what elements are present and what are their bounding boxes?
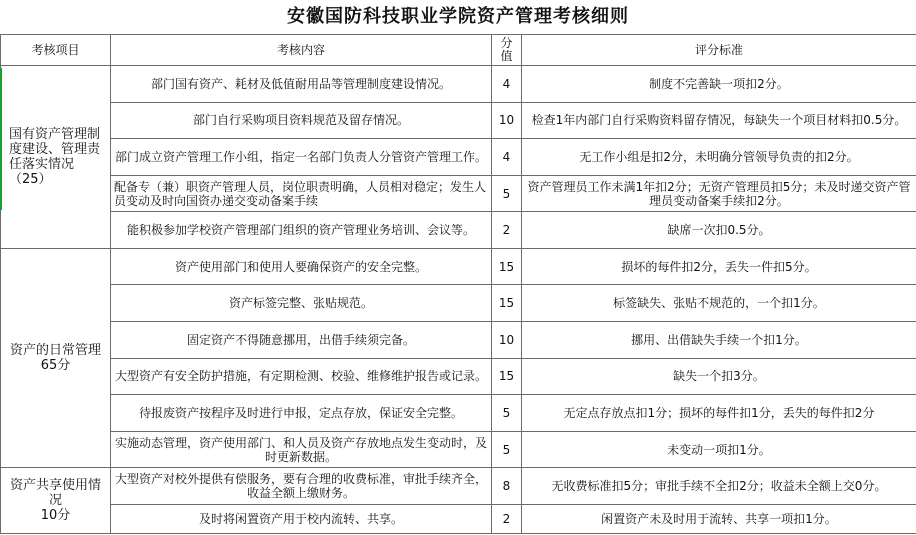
standard-cell: 检查1年内部门自行采购资料留存情况，每缺失一个项目材料扣0.5分。 (522, 102, 916, 139)
header-standard: 评分标准 (522, 35, 916, 66)
standard-cell: 挪用、出借缺失手续一个扣1分。 (522, 322, 916, 359)
standard-cell: 闲置资产未及时用于流转、共享一项扣1分。 (522, 504, 916, 533)
category-line1: 资产共享使用情况 (9, 478, 101, 509)
table-row (1, 175, 916, 212)
header-score-line1: 分 (500, 36, 513, 50)
content-cell: 大型资产有安全防护措施，有定期检测、校验、维修维护报告或记录。 (111, 358, 492, 395)
header-row (1, 35, 916, 66)
table-row (1, 322, 916, 359)
content-cell: 部门自行采购项目资料规范及留存情况。 (111, 102, 492, 139)
content-cell: 固定资产不得随意挪用，出借手续须完备。 (111, 322, 492, 359)
standard-cell: 损坏的每件扣2分，丢失一件扣5分。 (522, 248, 916, 285)
standard-cell: 未变动一项扣1分。 (522, 431, 916, 468)
table-row (1, 395, 916, 432)
score-cell: 15 (492, 285, 522, 322)
score-cell: 15 (492, 358, 522, 395)
score-cell: 5 (492, 431, 522, 468)
content-cell: 实施动态管理，资产使用部门、和人员及资产存放地点发生变动时，及时更新数据。 (111, 431, 492, 468)
score-cell: 2 (492, 212, 522, 249)
header-score (492, 35, 522, 66)
content-cell: 资产标签完整、张贴规范。 (111, 285, 492, 322)
standard-cell: 资产管理员工作未满1年扣2分；无资产管理员扣5分；未及时递交资产管理员变动备案手续扣2分。 (522, 175, 916, 212)
score-cell: 4 (492, 66, 522, 103)
table-row (1, 102, 916, 139)
category-line2: 10分 (40, 508, 71, 524)
standard-cell: 缺失一个扣3分。 (522, 358, 916, 395)
standard-cell: 无定点存放点扣1分；损坏的每件扣1分，丢失的每件扣2分 (522, 395, 916, 432)
standard-cell: 缺席一次扣0.5分。 (522, 212, 916, 249)
table-row (1, 285, 916, 322)
table-row (1, 139, 916, 176)
content-cell: 能积极参加学校资产管理部门组织的资产管理业务培训、会议等。 (111, 212, 492, 249)
table-row (1, 468, 916, 505)
score-cell: 8 (492, 468, 522, 505)
content-cell: 配备专（兼）职资产管理人员，岗位职责明确，人员相对稳定；发生人员变动及时向国资办递交变动备案手续 (111, 175, 492, 212)
score-cell: 10 (492, 102, 522, 139)
content-cell: 待报废资产按程序及时进行申报，定点存放，保证安全完整。 (111, 395, 492, 432)
content-cell: 及时将闲置资产用于校内流转、共享。 (111, 504, 492, 533)
category-cell (1, 468, 111, 534)
standard-cell: 制度不完善缺一项扣2分。 (522, 66, 916, 103)
header-content: 考核内容 (111, 35, 492, 66)
score-cell: 4 (492, 139, 522, 176)
standard-cell: 无工作小组是扣2分，未明确分管领导负责的扣2分。 (522, 139, 916, 176)
page-title: 安徽国防科技职业学院资产管理考核细则 (287, 6, 629, 27)
category-cell: 资产的日常管理65分 (1, 248, 111, 467)
table-row (1, 248, 916, 285)
table-row (1, 212, 916, 249)
standard-cell: 标签缺失、张贴不规范的，一个扣1分。 (522, 285, 916, 322)
table-row (1, 66, 916, 103)
score-cell: 5 (492, 395, 522, 432)
score-cell: 5 (492, 175, 522, 212)
header-item: 考核项目 (1, 35, 111, 66)
assessment-table (0, 34, 916, 534)
score-cell: 2 (492, 504, 522, 533)
content-cell: 部门国有资产、耗材及低值耐用品等管理制度建设情况。 (111, 66, 492, 103)
category-cell: 国有资产管理制度建设、管理责任落实情况（25） (1, 66, 111, 249)
score-cell: 15 (492, 248, 522, 285)
table-row (1, 504, 916, 533)
table-row (1, 431, 916, 468)
content-cell: 部门成立资产管理工作小组，指定一名部门负责人分管资产管理工作。 (111, 139, 492, 176)
content-cell: 大型资产对校外提供有偿服务，要有合理的收费标准，审批手续齐全，收益全额上缴财务。 (111, 468, 492, 505)
table-row (1, 358, 916, 395)
cell-selection-marker (0, 68, 2, 210)
header-score-line2: 值 (500, 49, 513, 63)
score-cell: 10 (492, 322, 522, 359)
content-cell: 资产使用部门和使用人要确保资产的安全完整。 (111, 248, 492, 285)
standard-cell: 无收费标准扣5分；审批手续不全扣2分；收益未全额上交0分。 (522, 468, 916, 505)
